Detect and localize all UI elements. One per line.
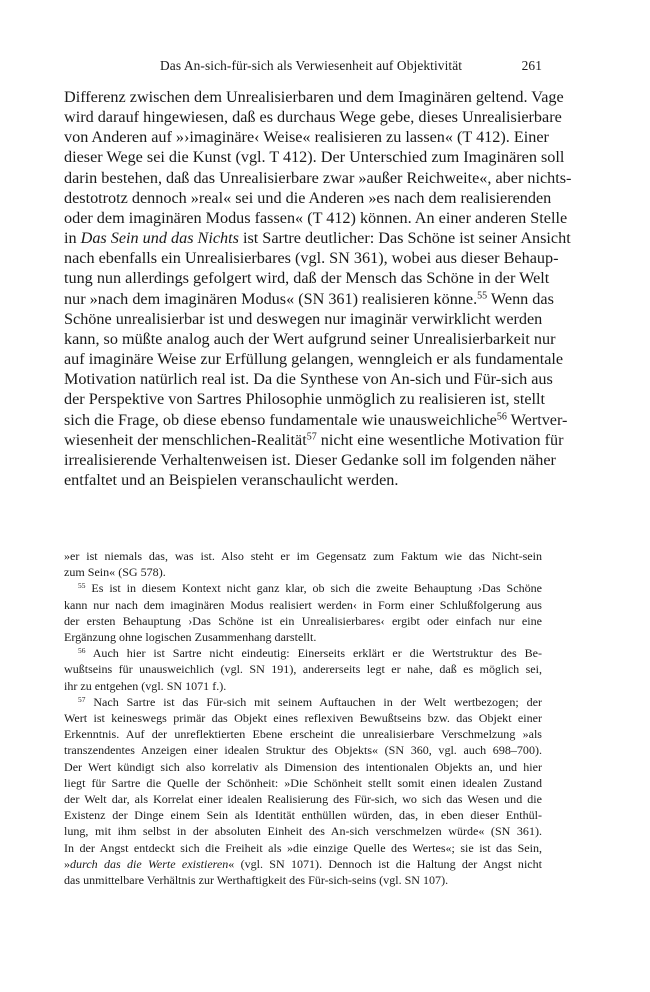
- footnote-number: 55: [78, 581, 86, 591]
- footnote-number: 57: [78, 694, 86, 704]
- body-line: Differenz zwischen dem Unrealisierbaren und dem Imaginären geltend. Vage: [64, 88, 564, 106]
- body-line: tung nun allerdings gefolgert wird, daß der Mensch das Schöne in der Welt: [64, 269, 550, 288]
- footnote-ref: 56: [496, 410, 507, 422]
- footnote-line: $^{55}$ Es ist in diesem Kontext nicht ganz klar, ob sich die zweite Behauptung ›Das Schöne: [78, 581, 542, 596]
- body-line: kann, so müßte analog auch der Wert aufgrund seiner Unrealisierbarkeit nur: [64, 329, 556, 348]
- footnote-line: Existenz der Dinge einem Sein als Identität enthüllen würden, das, in eben dieser Enthül-: [64, 808, 542, 823]
- footnote-line: transzendentes Anzeigen einer idealen Struktur des Objekts« (SN 360, vgl. auch 698–700).: [64, 743, 542, 758]
- body-line: irrealisierende Verhaltenweisen ist. Dieser Gedanke soll im folgenden näher: [64, 450, 556, 469]
- running-title: Das An-sich-für-sich als Verwiesenheit auf Objektivität: [160, 58, 463, 73]
- footnote-line: »durch das die Werte existieren« (vgl. SN 1071). Dennoch ist die Haltung der Angst nicht: [64, 856, 543, 871]
- footnote-line: das unmittelbare Verhältnis zur Werthaftigkeit des Für-sich-seins (vgl. SN 107).: [64, 873, 449, 888]
- running-header: [64, 56, 542, 76]
- footnote: [64, 694, 542, 888]
- footnote-line: In der Angst entdeckt sich die Freiheit als »die einzige Quelle des Wertes«; sie ist das Sein,: [64, 840, 542, 855]
- footnote-line: Erkenntnis. Auf der unreflektierten Ebene erscheint die unrealisierbare Verschmelzung »als: [64, 727, 542, 742]
- footnote-line: $^{57}$ Nach Sartre ist das Für-sich mit seinem Auftauchen in der Welt wertbezogen; der: [78, 694, 542, 709]
- footnote-line: »er ist niemals das, was ist. Also steht er im Gegensatz zum Faktum wie das Nicht-sein: [64, 549, 542, 563]
- body-line: von Anderen auf »›imaginäre‹ Weise« realisieren zu lassen« (T 412). Einer: [64, 128, 549, 147]
- body-line: wird darauf hingewiesen, daß es durchaus Wege gebe, dieses Unrealisierbare: [64, 108, 562, 127]
- footnote-line: lung, mit ihm selbst in der absoluten Einheit des An-sich verschmelzen würde« (SN 361).: [64, 824, 542, 839]
- body-line: nur »nach dem imaginären Modus« (SN 361) realisieren könne.$^{55}$ Wenn das: [64, 289, 554, 308]
- footnote-line: ihr zu entgehen (vgl. SN 1071 f.).: [64, 678, 227, 693]
- body-line: destotrotz dennoch »real« sei und die Anderen »es nach dem realisierenden: [64, 188, 552, 207]
- body-line: auf imaginäre Weise zur Erfüllung gelangen, wenngleich er als fundamentale: [64, 350, 564, 369]
- footnote: [64, 548, 542, 580]
- body-line: Schöne unrealisierbar ist und deswegen nur imaginär verwirklicht werden: [64, 309, 543, 328]
- footnote-ref: 55: [477, 290, 488, 302]
- footnote: [64, 580, 542, 645]
- footnote-line: der ersten Behauptung ›Das Schöne ist ein Unrealisierbares‹ ergibt oder einfach nur eine: [64, 613, 542, 628]
- page-number: 261: [521, 58, 542, 73]
- footnote: [64, 645, 542, 694]
- body-line: dieser Wege sei die Kunst (vgl. T 412). Der Unterschied zum Imaginären soll: [64, 148, 565, 167]
- body-line: oder dem imaginären Modus fassen« (T 412) können. An einer anderen Stelle: [64, 208, 568, 227]
- footnote-ref: 57: [306, 431, 317, 443]
- body-line: sich die Frage, ob diese ebenso fundamentale wie unausweichliche$^{56}$ Wertver-: [64, 410, 568, 429]
- body-line: wiesenheit der menschlichen-Realität$^{57}$ nicht eine wesentliche Motivation für: [64, 430, 564, 449]
- footnotes: [64, 548, 542, 888]
- body-line: in Das Sein und das Nichts ist Sartre deutlicher: Das Schöne ist seiner Ansicht: [64, 229, 571, 248]
- footnote-line: zum Sein« (SG 578).: [64, 565, 166, 580]
- body-line: der Perspektive von Sartres Philosophie unmöglich zu realisieren ist, stellt: [64, 390, 546, 409]
- body-text: [64, 87, 572, 490]
- body-line: nach ebenfalls ein Unrealisierbares (vgl. SN 361), wobei aus dieser Behaup-: [64, 249, 559, 268]
- footnote-line: wußtseins für unausweichlich (vgl. SN 191), andererseits legt er nahe, daß es möglich sei,: [64, 662, 542, 677]
- footnote-line: Der Wert kündigt sich also korrelativ als Dimension des intentionalen Objekts an, und hier: [64, 759, 542, 774]
- body-line: Motivation natürlich real ist. Da die Synthese von An-sich und Für-sich aus: [64, 370, 553, 389]
- footnote-line: Ergänzung ohne logischen Zusammenhang darstellt.: [64, 630, 317, 645]
- footnote-number: 56: [78, 646, 86, 656]
- footnote-line: Wert ist keineswegs primär das Objekt eines reflexiven Bewußtseins bzw. das Objekt einer: [64, 711, 542, 726]
- footnote-line: kann nur nach dem imaginären Modus realisiert werden‹ in Form einer Schlußfolgerung aus: [64, 597, 542, 612]
- body-line: darin bestehen, daß das Unrealisierbare zwar »außer Reichweite«, aber nichts-: [64, 168, 572, 187]
- footnote-line: der Welt dar, als Korrelat einer idealen Realisierung des Für-sich, wo sich das Wesen und die: [64, 792, 542, 807]
- body-line: entfaltet und an Beispielen veranschaulicht werden.: [64, 470, 399, 489]
- footnote-line: liegt für Sartre die Quelle der Schönheit: »Die Schönheit stellt somit einen idealen Zustand: [64, 775, 542, 790]
- footnote-line: $^{56}$ Auch hier ist Sartre nicht eindeutig: Einerseits erklärt er die Wertstruktur des Be-: [78, 646, 542, 661]
